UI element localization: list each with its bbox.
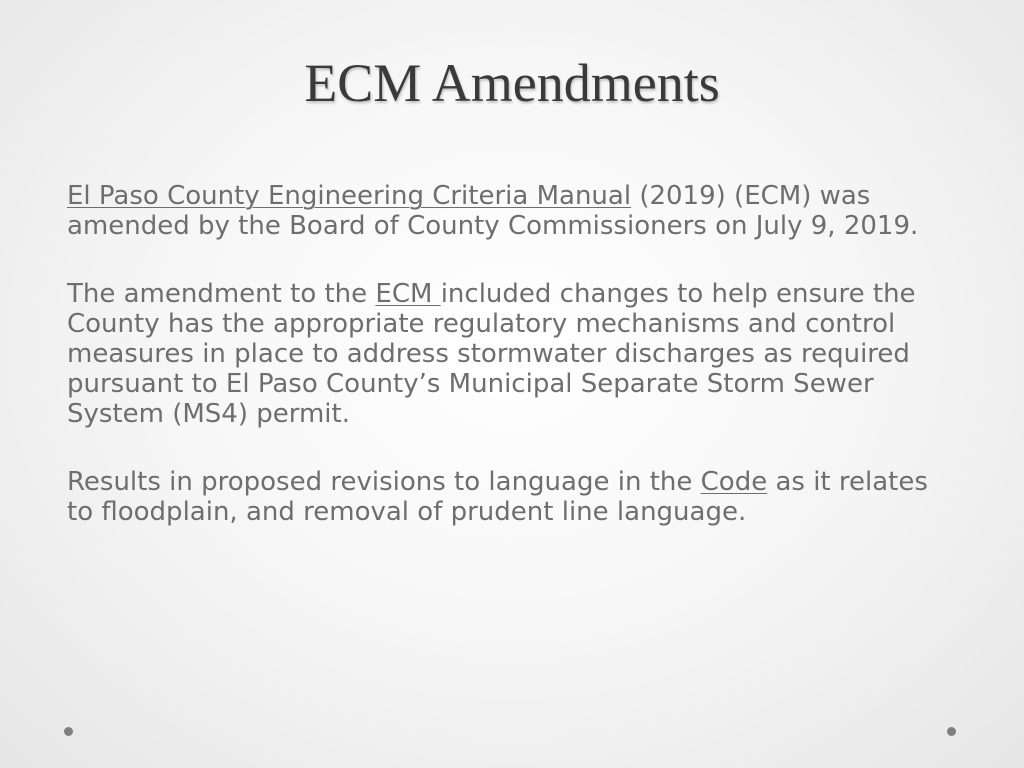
- paragraph-text: Results in proposed revisions to language in the: [67, 467, 701, 497]
- paragraph-text: (2019) (ECM) was amended by the Board of County Commissioners on July 9, 2019.: [67, 181, 919, 241]
- paragraph-ecm-amended: [67, 181, 952, 241]
- paragraph-amendment-details: [67, 279, 952, 429]
- decorative-dot-right: [947, 727, 956, 736]
- decorative-dot-left: [64, 727, 73, 736]
- code-link[interactable]: Code: [700, 467, 768, 497]
- paragraph-text: The amendment to the: [67, 279, 376, 309]
- slide-body: [67, 181, 952, 527]
- ecm-manual-link[interactable]: El Paso County Engineering Criteria Manual: [67, 181, 632, 211]
- paragraph-text: as it relates to floodplain, and removal of prudent line language.: [67, 467, 928, 527]
- paragraph-code-revisions: [67, 467, 952, 527]
- slide-title: ECM Amendments: [304, 53, 720, 113]
- paragraph-text: included changes to help ensure the County has the appropriate regulatory mechanisms and control measures in place to address stormwater discharges as required pursuant to El Paso County’s Municipal Separate Storm Sewer System (MS4) permit.: [67, 279, 916, 429]
- ecm-link[interactable]: ECM: [375, 279, 441, 309]
